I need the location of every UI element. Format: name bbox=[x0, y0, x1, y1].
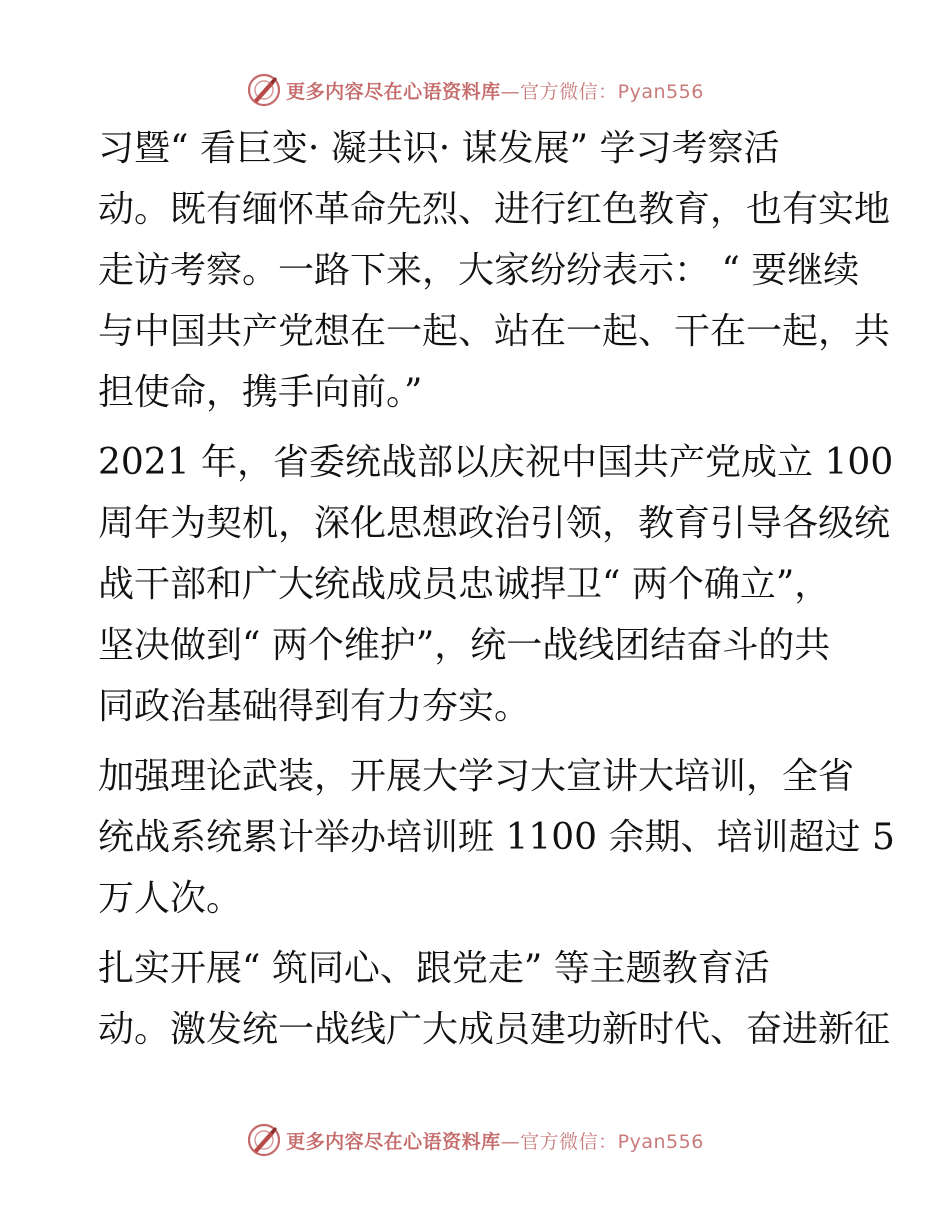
paragraph-2 bbox=[98, 432, 894, 737]
paragraph-3 bbox=[98, 746, 895, 929]
text-line: 习暨“ 看巨变· 凝共识· 谋发展” 学习考察活 bbox=[98, 128, 780, 169]
watermark-footer bbox=[0, 1120, 950, 1160]
pen-logo-icon bbox=[246, 72, 282, 108]
text-line: 2021 年，省委统战部以庆祝中国共产党成立 100 bbox=[98, 442, 894, 483]
text-line: 战干部和广大统战成员忠诚捍卫“ 两个确立”， bbox=[98, 564, 831, 605]
text-line: 扎实开展“ 筑同心、跟党走” 等主题教育活 bbox=[98, 948, 770, 989]
paragraph-1 bbox=[98, 118, 891, 423]
paragraph-gap bbox=[98, 929, 858, 938]
document-body bbox=[98, 118, 895, 1060]
text-line: 走访考察。一路下来，大家纷纷表示： “ 要继续 bbox=[98, 250, 860, 291]
watermark-contact: —官方微信：Pyan556 bbox=[500, 1130, 704, 1153]
watermark-header bbox=[0, 70, 950, 110]
paragraph-gap bbox=[98, 423, 858, 432]
watermark-brand: 更多内容尽在心语资料库 bbox=[286, 80, 501, 103]
text-line: 动。激发统一战线广大成员建功新时代、奋进新征 bbox=[98, 1009, 891, 1050]
text-line: 周年为契机，深化思想政治引领，教育引导各级统 bbox=[98, 503, 891, 544]
watermark-brand: 更多内容尽在心语资料库 bbox=[286, 1130, 501, 1153]
text-line: 坚决做到“ 两个维护”，统一战线团结奋斗的共 bbox=[98, 625, 831, 666]
text-line: 同政治基础得到有力夯实。 bbox=[98, 686, 531, 727]
watermark-contact: —官方微信：Pyan556 bbox=[500, 80, 704, 103]
watermark-text bbox=[286, 1127, 704, 1154]
text-line: 与中国共产党想在一起、站在一起、干在一起，共 bbox=[98, 311, 891, 352]
text-line: 担使命，携手向前。” bbox=[98, 372, 423, 413]
text-line: 统战系统累计举办培训班 1100 余期、培训超过 5 bbox=[98, 817, 895, 858]
paragraph-4 bbox=[98, 938, 891, 1060]
text-line: 加强理论武装，开展大学习大宣讲大培训，全省 bbox=[98, 756, 855, 797]
watermark-text bbox=[286, 77, 704, 104]
text-line: 万人次。 bbox=[98, 878, 243, 919]
pen-logo-icon bbox=[246, 1122, 282, 1158]
text-line: 动。既有缅怀革命先烈、进行红色教育，也有实地 bbox=[98, 189, 891, 230]
paragraph-gap bbox=[98, 737, 858, 746]
